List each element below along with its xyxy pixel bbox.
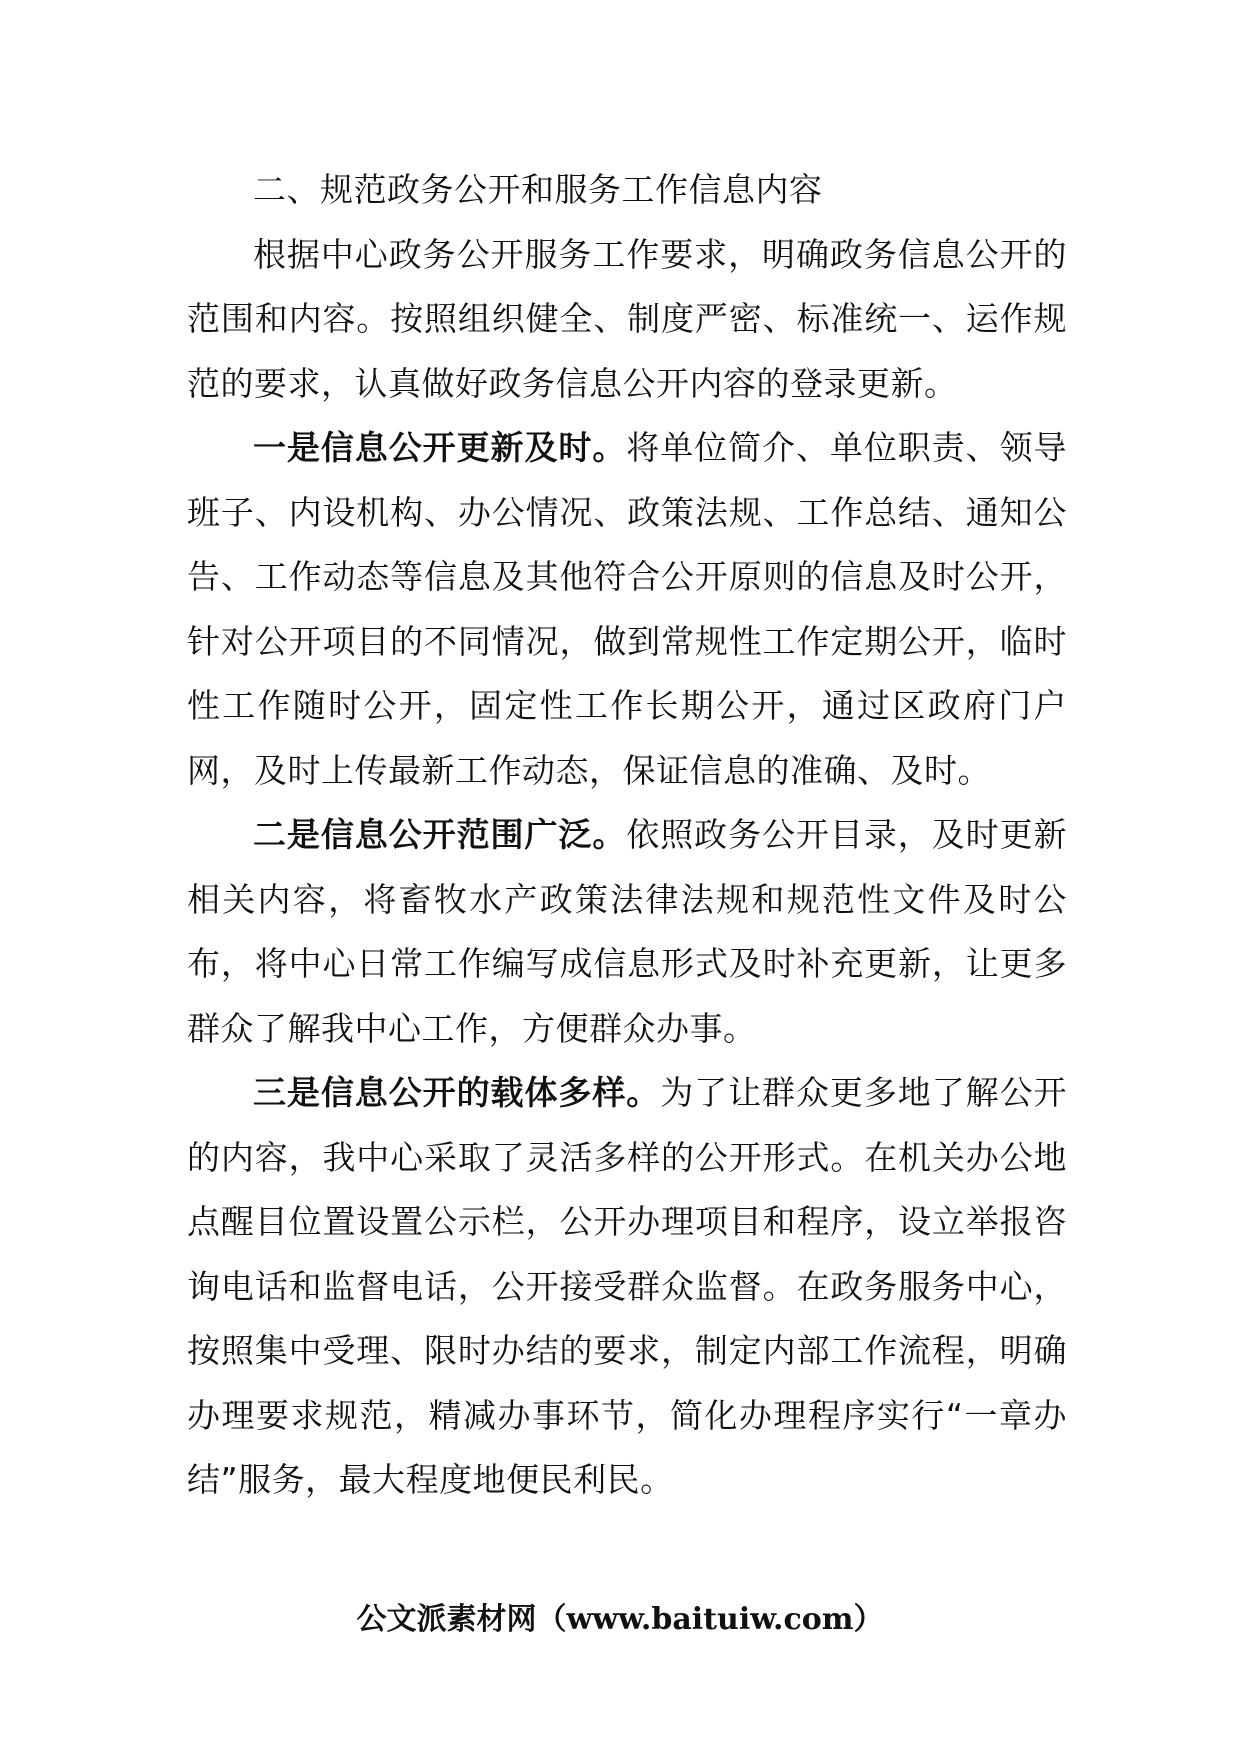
- source-footer: 公文派素材网（www.baituiw.com）: [356, 1602, 884, 1637]
- point-text-3: 为了让群众更多地了解公开的内容，我中心采取了灵活多样的公开形式。在机关办公地点醒目位置设置公示栏，公开办理项目和程序，设立举报咨询电话和监督电话，公开接受群众监督。在政务服务中心，按照集中受理、限时办结的要求，制定内部工作流程，明确办理要求规范，精减办事环节，简化办理程序实行“一章办结”服务，最大程度地便民利民。: [187, 1073, 1068, 1499]
- point-paragraph-3: [187, 1061, 1067, 1513]
- document-body: [187, 158, 1067, 1513]
- section-heading: 二、规范政务公开和服务工作信息内容: [253, 170, 823, 209]
- point-lead-3: 三是信息公开的载体多样。: [253, 1073, 661, 1112]
- point-paragraph-1: [187, 416, 1067, 803]
- point-paragraph-2: [187, 803, 1067, 1061]
- point-text-2: 依照政务公开目录，及时更新相关内容，将畜牧水产政策法律法规和规范性文件及时公布，将中心日常工作编写成信息形式及时补充更新，让更多群众了解我中心工作，方便群众办事。: [187, 815, 1068, 1048]
- point-lead-2: 二是信息公开范围广泛。: [253, 815, 627, 854]
- point-text-1: 将单位简介、单位职责、领导班子、内设机构、办公情况、政策法规、工作总结、通知公告、工作动态等信息及其他符合公开原则的信息及时公开，针对公开项目的不同情况，做到常规性工作定期公开，临时性工作随时公开，固定性工作长期公开，通过区政府门户网，及时上传最新工作动态，保证信息的准确、及时。: [187, 428, 1068, 790]
- intro-paragraph: 根据中心政务公开服务工作要求，明确政务信息公开的范围和内容。按照组织健全、制度严密、标准统一、运作规范的要求，认真做好政务信息公开内容的登录更新。: [187, 234, 1067, 403]
- point-lead-1: 一是信息公开更新及时。: [253, 428, 627, 467]
